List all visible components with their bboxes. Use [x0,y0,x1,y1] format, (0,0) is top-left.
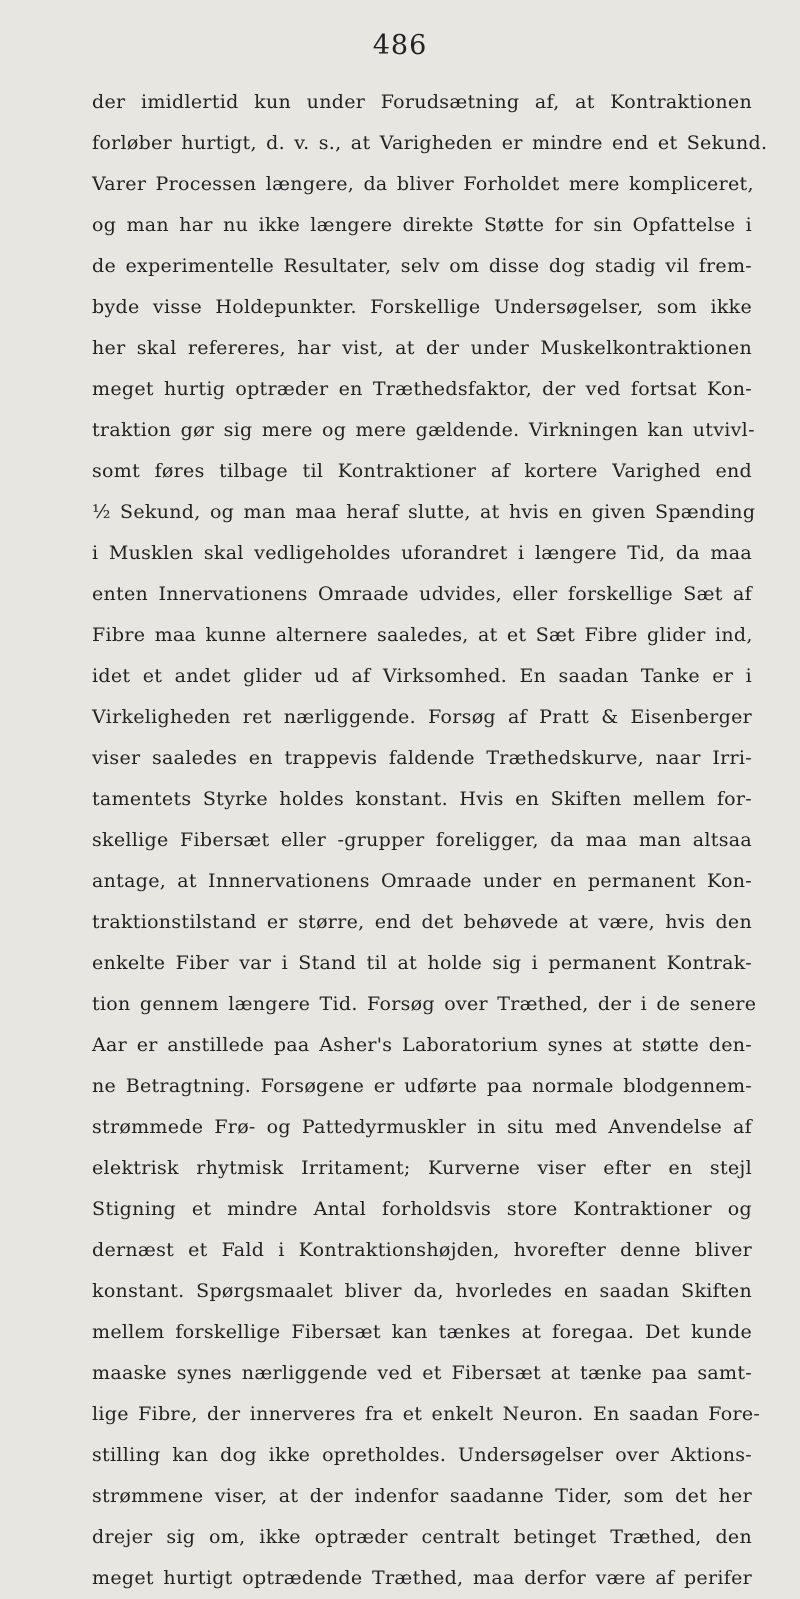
text-line: strømmede Frø- og Pattedyrmuskler in situ med Anvendelse af [92,1116,752,1138]
text-line: traktion gør sig mere og mere gældende. Virkningen kan utvivl- [92,419,755,441]
text-line: mellem forskellige Fibersæt kan tænkes at foregaa. Det kunde [92,1321,752,1343]
text-line: tamentets Styrke holdes konstant. Hvis en Skiften mellem for- [92,788,752,810]
text-line: idet et andet glider ud af Virksomhed. En saadan Tanke er i [92,665,752,687]
text-line: ½ Sekund, og man maa heraf slutte, at hvis en given Spænding [92,501,756,523]
text-line: Stigning et mindre Antal forholdsvis store Kontraktioner og [92,1198,752,1220]
text-line: traktionstilstand er større, end det behøvede at være, hvis den [92,911,752,933]
text-line: dernæst et Fald i Kontraktionshøjden, hvorefter denne bliver [92,1239,752,1261]
text-line: enten Innervationens Omraade udvides, eller forskellige Sæt af [92,583,752,605]
text-line: somt føres tilbage til Kontraktioner af kortere Varighed end [92,460,752,482]
text-line: og man har nu ikke længere direkte Støtte for sin Opfattelse i [92,214,752,236]
body-text [92,82,768,1599]
text-line: i Musklen skal vedligeholdes uforandret i længere Tid, da maa [92,542,752,564]
text-line: viser saaledes en trappevis faldende Træthedskurve, naar Irri- [92,747,752,769]
text-line: meget hurtigt optrædende Træthed, maa derfor være af perifer [92,1567,752,1589]
text-line: Aar er anstillede paa Asher's Laboratorium synes at støtte den- [92,1034,752,1056]
text-line: maaske synes nærliggende ved et Fibersæt at tænke paa samt- [92,1362,752,1384]
text-line: konstant. Spørgsmaalet bliver da, hvorledes en saadan Skiften [92,1280,752,1302]
text-line: elektrisk rhytmisk Irritament; Kurverne viser efter en stejl [92,1157,752,1179]
text-line: antage, at Innnervationens Omraade under en permanent Kon- [92,870,752,892]
text-line: Varer Processen længere, da bliver Forholdet mere kompliceret, [92,173,754,195]
page-number: 486 [372,30,428,61]
text-line: drejer sig om, ikke optræder centralt betinget Træthed, den [92,1526,752,1548]
text-line: stilling kan dog ikke opretholdes. Undersøgelser over Aktions- [92,1444,752,1466]
text-line: Fibre maa kunne alternere saaledes, at et Sæt Fibre glider ind, [92,624,753,646]
text-line: strømmene viser, at der indenfor saadanne Tider, som det her [92,1485,752,1507]
text-line: tion gennem længere Tid. Forsøg over Træthed, der i de senere [92,993,757,1015]
text-line: meget hurtig optræder en Træthedsfaktor, der ved fortsat Kon- [92,378,752,400]
text-line: skellige Fibersæt eller -grupper foreligger, da maa man altsaa [92,829,752,851]
text-line: her skal refereres, har vist, at der under Muskelkontraktionen [92,337,752,359]
text-line: enkelte Fiber var i Stand til at holde sig i permanent Kontrak- [92,952,752,974]
text-line: forløber hurtigt, d. v. s., at Varigheden er mindre end et Sekund. [92,132,768,154]
text-line: de experimentelle Resultater, selv om disse dog stadig vil frem- [92,255,752,277]
text-line: Virkeligheden ret nærliggende. Forsøg af Pratt & Eisenberger [92,706,752,728]
text-line: der imidlertid kun under Forudsætning af, at Kontraktionen [92,91,752,113]
text-line: byde visse Holdepunkter. Forskellige Undersøgelser, som ikke [92,296,752,318]
text-line: lige Fibre, der innerveres fra et enkelt Neuron. En saadan Fore- [92,1403,761,1425]
text-line: ne Betragtning. Forsøgene er udførte paa normale blodgennem- [92,1075,752,1097]
